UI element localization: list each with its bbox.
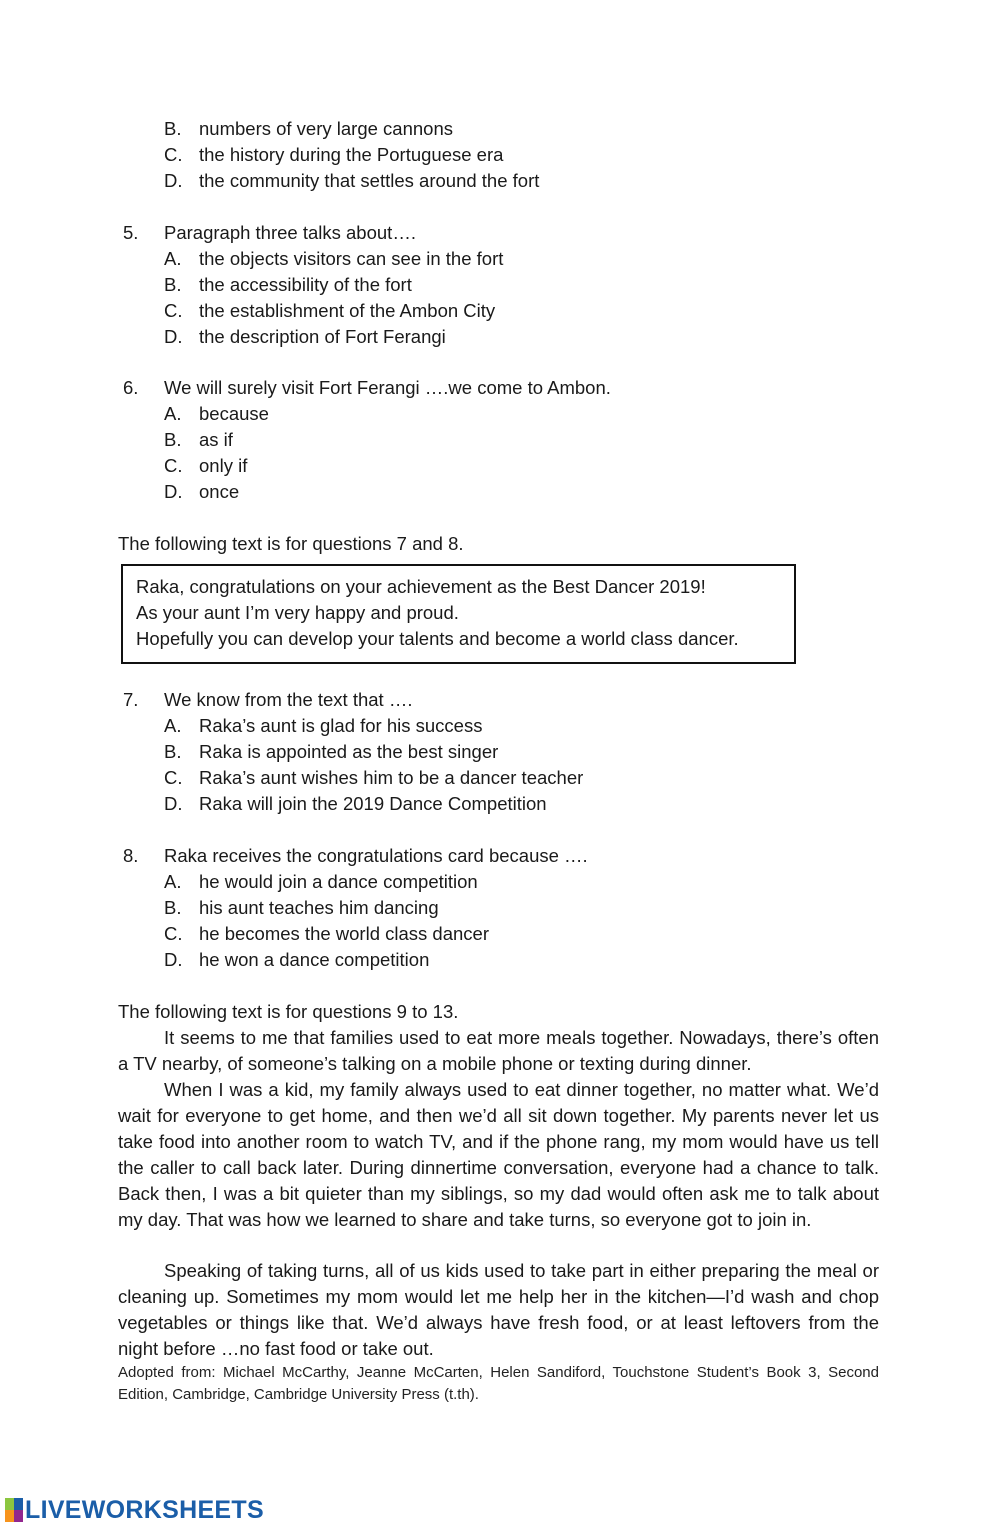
option-letter: D. [164, 170, 183, 191]
option-letter: A. [164, 403, 182, 424]
option-letter: C. [164, 455, 183, 476]
question-number: 5. [123, 222, 139, 243]
message-line: Raka, congratulations on your achievement as the Best Dancer 2019! [136, 576, 706, 597]
option-letter: B. [164, 274, 182, 295]
congratulations-message-box [121, 564, 796, 664]
option-letter: D. [164, 326, 183, 347]
section-intro-7-8: The following text is for questions 7 and 8. [118, 533, 464, 554]
option-letter: D. [164, 481, 183, 502]
option-text: because [199, 403, 269, 424]
question-text: We will surely visit Fort Ferangi ….we come to Ambon. [164, 377, 611, 398]
option-text: the objects visitors can see in the fort [199, 248, 504, 269]
question-text: Raka receives the congratulations card because …. [164, 845, 588, 866]
question-number: 6. [123, 377, 139, 398]
option-letter: D. [164, 949, 183, 970]
question-number: 8. [123, 845, 139, 866]
option-text: he becomes the world class dancer [199, 923, 489, 944]
liveworksheets-logo [5, 1497, 264, 1523]
option-letter: A. [164, 248, 182, 269]
option-text: once [199, 481, 240, 502]
option-text: the history during the Portuguese era [199, 144, 504, 165]
option-text: numbers of very large cannons [199, 118, 453, 139]
option-text: as if [199, 429, 233, 450]
logo-text: LIVEWORKSHEETS [25, 1495, 264, 1524]
question-text: Paragraph three talks about…. [164, 222, 416, 243]
option-text: his aunt teaches him dancing [199, 897, 439, 918]
message-line: Hopefully you can develop your talents and become a world class dancer. [136, 628, 739, 649]
source-citation: Adopted from: Michael McCarthy, Jeanne McCarten, Helen Sandiford, Touchstone Student’s Book 3, Second Edition, Cambridge, Cambridge University Press (t.th). [118, 1364, 879, 1403]
option-text: only if [199, 455, 248, 476]
option-letter: C. [164, 300, 183, 321]
question-text: We know from the text that …. [164, 689, 413, 710]
option-letter: A. [164, 871, 182, 892]
option-text: the accessibility of the fort [199, 274, 412, 295]
option-text: the community that settles around the fort [199, 170, 540, 191]
option-letter: B. [164, 118, 182, 139]
section-intro-9-13: The following text is for questions 9 to 13. [118, 1001, 459, 1022]
option-letter: D. [164, 793, 183, 814]
question-number: 7. [123, 689, 139, 710]
option-letter: B. [164, 741, 182, 762]
message-line: As your aunt I’m very happy and proud. [136, 602, 459, 623]
option-text: Raka is appointed as the best singer [199, 741, 499, 762]
option-text: Raka’s aunt is glad for his success [199, 715, 483, 736]
option-text: the description of Fort Ferangi [199, 326, 446, 347]
option-letter: B. [164, 897, 182, 918]
option-text: Raka will join the 2019 Dance Competition [199, 793, 547, 814]
option-text: the establishment of the Ambon City [199, 300, 496, 321]
option-letter: C. [164, 923, 183, 944]
option-text: Raka’s aunt wishes him to be a dancer teacher [199, 767, 584, 788]
passage-paragraph-2: When I was a kid, my family always used to eat dinner together, no matter what. We’d wait for everyone to get home, and then we’d all sit down together. My parents never let us take food into another room to watch TV, and if the phone rang, my mom would have us tell the caller to call back later. During dinnertime conversation, everyone had a chance to talk. Back then, I was a bit quieter than my siblings, so my dad would often ask me to talk about my day. That was how we learned to share and take turns, so everyone got to join in. [118, 1079, 879, 1230]
option-letter: B. [164, 429, 182, 450]
passage-paragraph-3: Speaking of taking turns, all of us kids used to take part in either preparing the meal or cleaning up. Sometimes my mom would let me help her in the kitchen—I’d wash and chop vegetables or things like that. We’d always have fresh food, or at least leftovers from the night before …no fast food or take out. [118, 1260, 879, 1359]
option-letter: C. [164, 144, 183, 165]
option-text: he would join a dance competition [199, 871, 478, 892]
liveworksheets-logo-icon [5, 1498, 23, 1522]
option-letter: A. [164, 715, 182, 736]
option-letter: C. [164, 767, 183, 788]
option-text: he won a dance competition [199, 949, 430, 970]
passage-paragraph-1: It seems to me that families used to eat more meals together. Nowadays, there’s often a TV nearby, of someone’s talking on a mobile phone or texting during dinner. [118, 1027, 879, 1074]
